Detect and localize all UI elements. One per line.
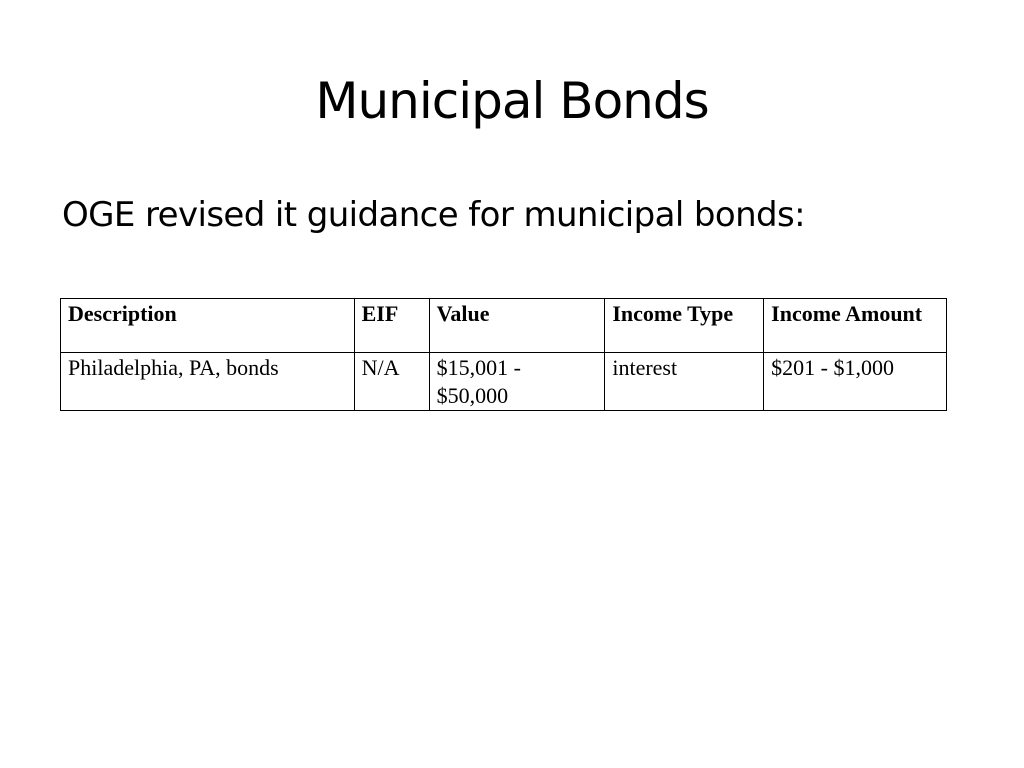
cell-description: Philadelphia, PA, bonds	[61, 353, 355, 411]
cell-eif: N/A	[354, 353, 429, 411]
header-description: Description	[61, 299, 355, 353]
header-eif: EIF	[354, 299, 429, 353]
bonds-table	[60, 298, 947, 411]
header-income-amount: Income Amount	[764, 299, 947, 353]
header-value: Value	[429, 299, 605, 353]
cell-income-amount: $201 - $1,000	[764, 353, 947, 411]
cell-income-type: interest	[605, 353, 764, 411]
cell-value: $15,001 - $50,000	[429, 353, 605, 411]
table-row	[61, 353, 947, 411]
header-income-type: Income Type	[605, 299, 764, 353]
slide-subtitle: OGE revised it guidance for municipal bonds:	[62, 195, 805, 235]
table-header-row	[61, 299, 947, 353]
slide-title: Municipal Bonds	[315, 72, 709, 130]
